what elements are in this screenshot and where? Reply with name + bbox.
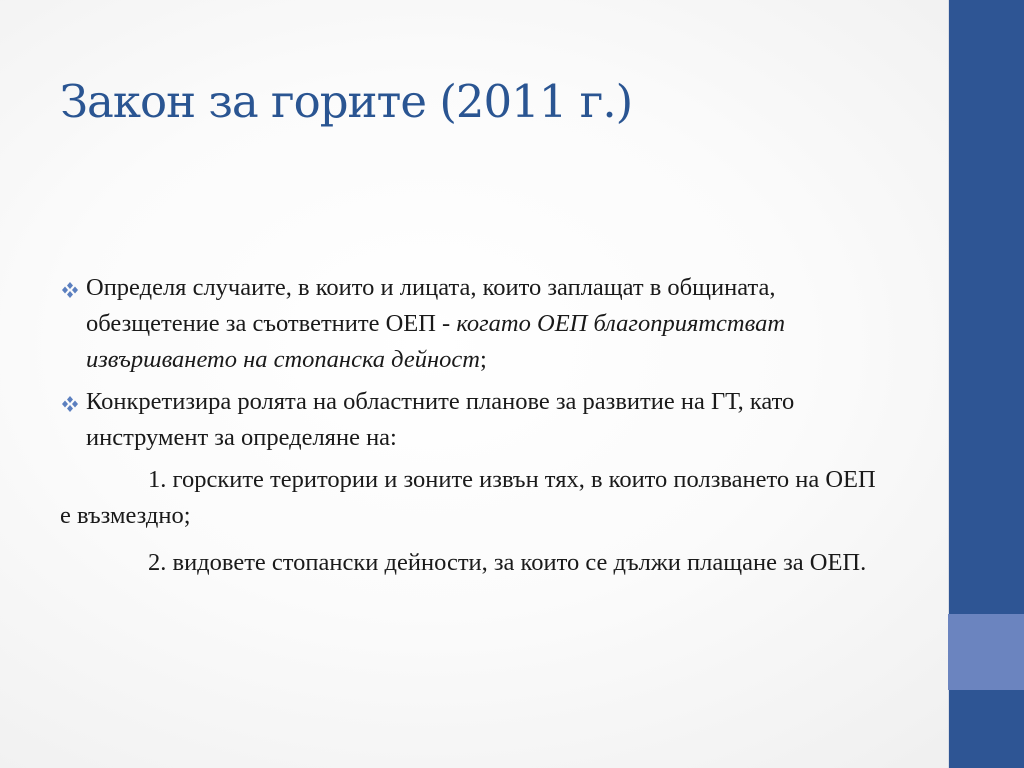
bullet-item — [60, 384, 890, 456]
bullet-text: Конкретизира ролята на областните планове за развитие на ГТ, като инструмент за определяне на: — [86, 388, 795, 451]
slide-title: Закон за горите (2011 г.) — [60, 75, 633, 128]
diamond-bullet-icon — [60, 395, 80, 413]
sidebar-decoration — [948, 0, 1024, 768]
bullet-text-suffix: ; — [479, 346, 487, 373]
diamond-bullet-icon — [60, 281, 80, 299]
bullet-item — [60, 270, 890, 378]
sidebar-accent-block — [948, 614, 1024, 690]
numbered-item: 2. видовете стопански дейности, за които се дължи плащане за ОЕП. — [148, 549, 867, 576]
bullet-text-italic: когато ОЕП благоприятстват извършването на стопанска дейност — [86, 310, 786, 373]
slide-content — [60, 270, 890, 592]
numbered-item: 1. горските територии и зоните извън тях, в които ползването на ОЕП е възмездно; — [60, 466, 876, 529]
bullet-text: Определя случаите, в които и лицата, които заплащат в общината, обезщетение за съответните ОЕП - — [86, 274, 776, 337]
